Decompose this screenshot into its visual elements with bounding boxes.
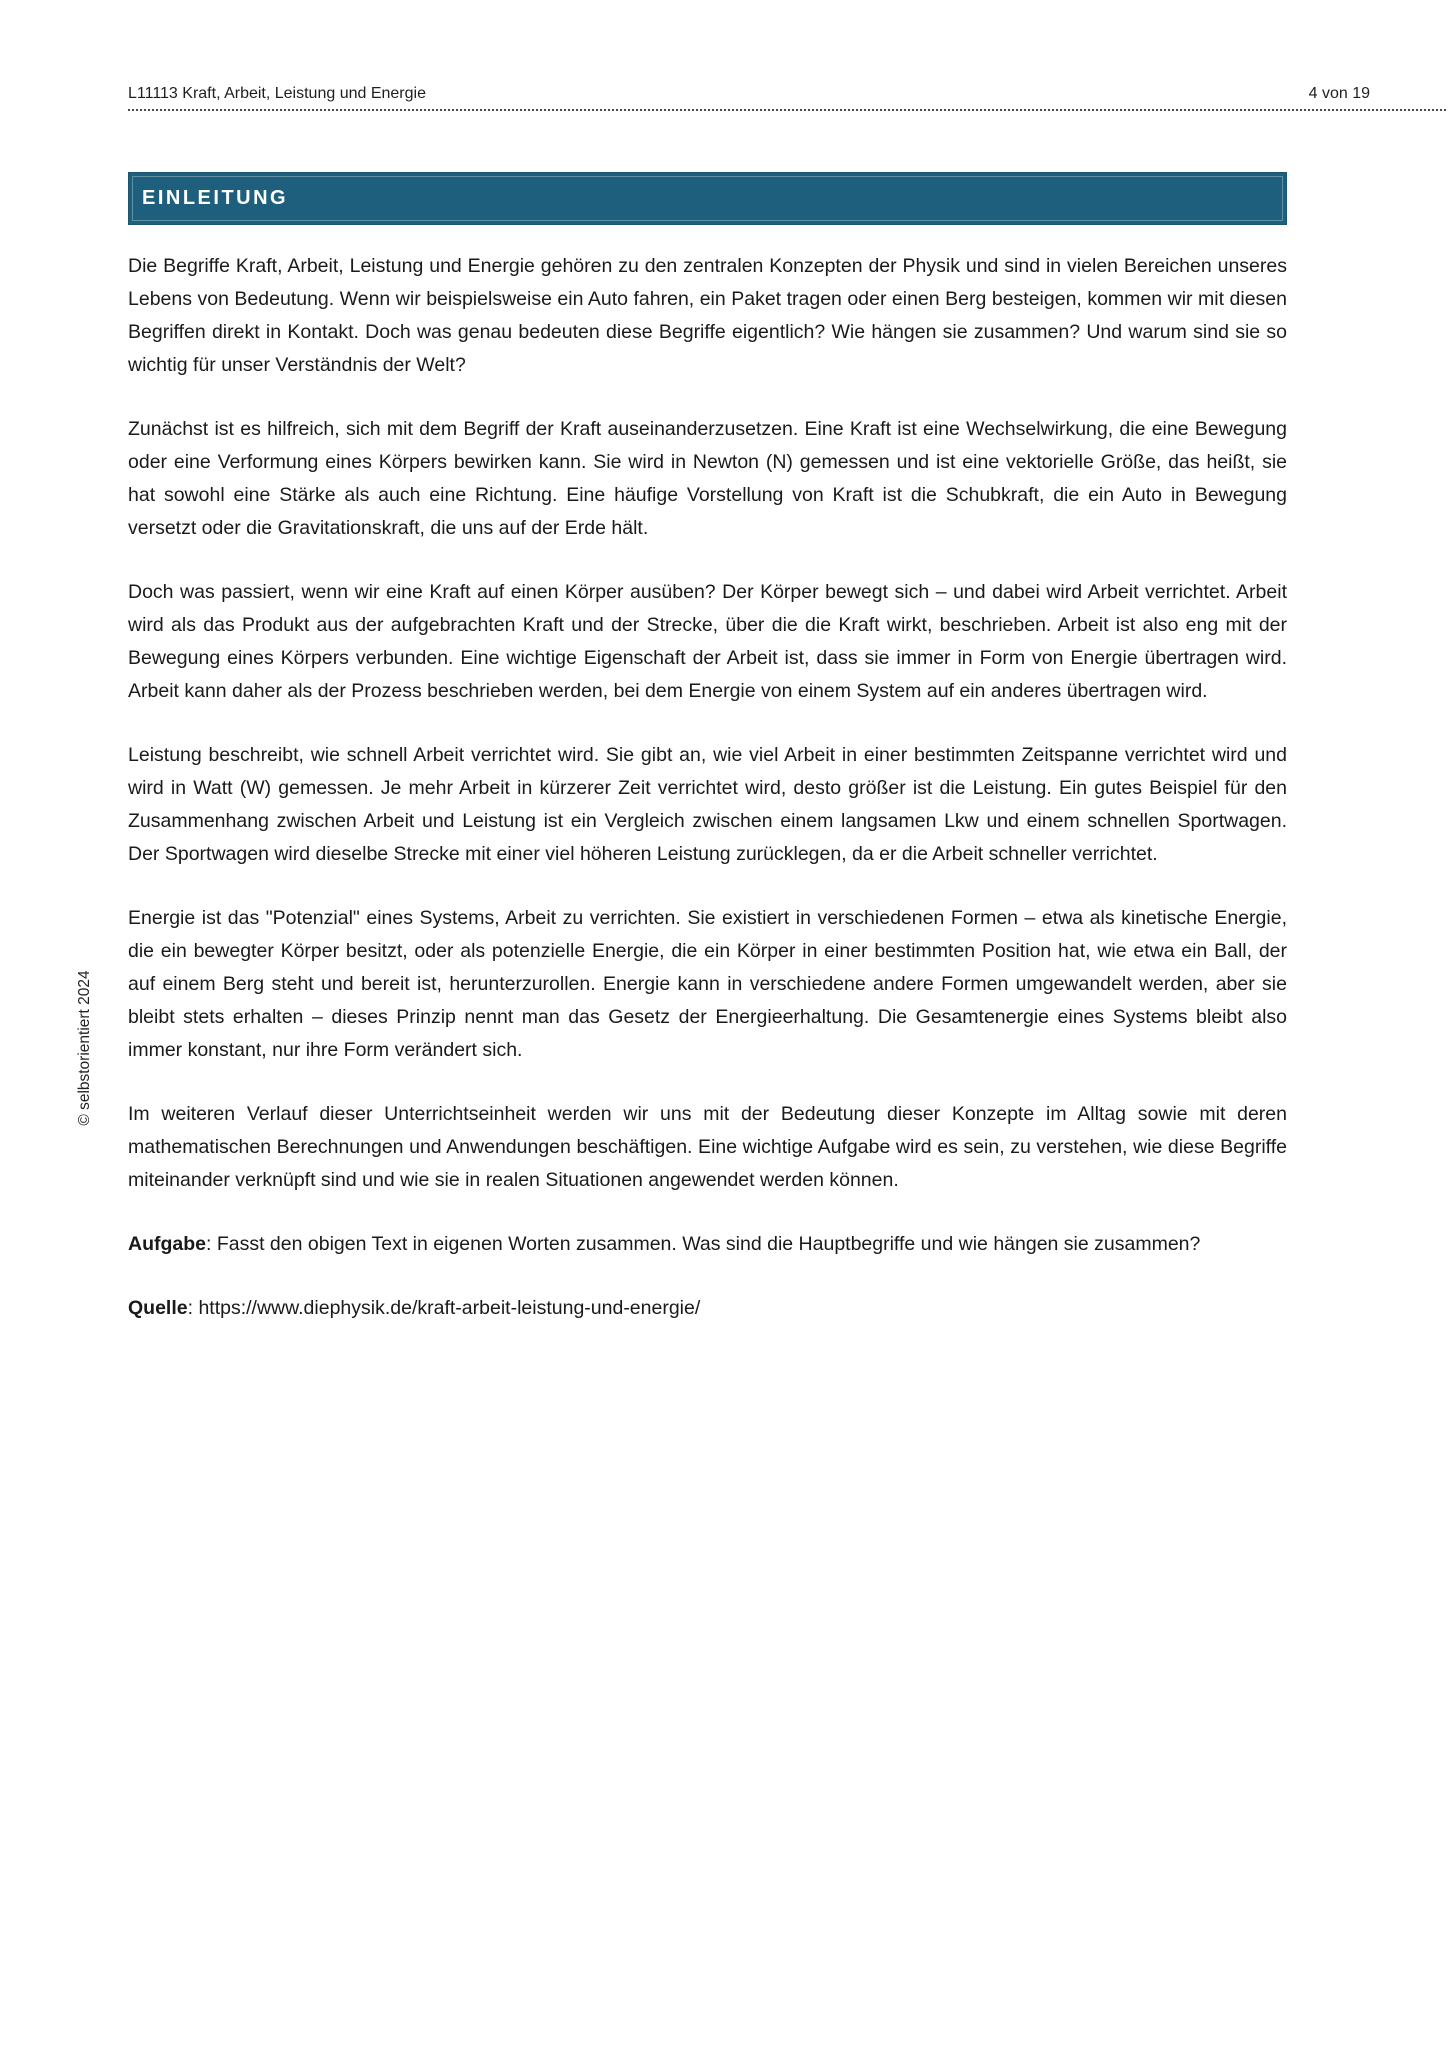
body-paragraph-ausblick: Im weiteren Verlauf dieser Unterrichtseinheit werden wir uns mit der Bedeutung dieser Konzepte im Alltag sowie mit deren mathematischen Berechnungen und Anwendungen beschäftigen. Eine wichtige Aufgabe wird es sein, zu verstehen, wie diese Begriffe miteinander verknüpft sind und wie sie in realen Situationen angewendet werden können. <box>128 1103 1287 1191</box>
body-paragraph-leistung: Leistung beschreibt, wie schnell Arbeit verrichtet wird. Sie gibt an, wie viel Arbeit in einer bestimmten Zeitspanne verrichtet wird und wird in Watt (W) gemessen. Je mehr Arbeit in kürzerer Zeit verrichtet wird, desto größer ist die Leistung. Ein gutes Beispiel für den Zusammenhang zwischen Arbeit und Leistung ist ein Vergleich zwischen einem langsamen Lkw und einem schnellen Sportwagen. Der Sportwagen wird dieselbe Strecke mit einer viel höheren Leistung zurücklegen, da er die Arbeit schneller verrichtet. <box>128 744 1287 865</box>
body-paragraph-intro: Die Begriffe Kraft, Arbeit, Leistung und Energie gehören zu den zentralen Konzepten der Physik und sind in vielen Bereichen unseres Lebens von Bedeutung. Wenn wir beispielsweise ein Auto fahren, ein Paket tragen oder einen Berg besteigen, kommen wir mit diesen Begriffen direkt in Kontakt. Doch was genau bedeuten diese Begriffe eigentlich? Wie hängen sie zusammen? Und warum sind sie so wichtig für unser Verständnis der Welt? <box>128 255 1287 376</box>
source-text: : https://www.diephysik.de/kraft-arbeit-leistung-und-energie/ <box>187 1297 701 1319</box>
body-paragraph-arbeit: Doch was passiert, wenn wir eine Kraft auf einen Körper ausüben? Der Körper bewegt sich – und dabei wird Arbeit verrichtet. Arbeit wird als das Produkt aus der aufgebrachten Kraft und der Strecke, über die die Kraft wirkt, beschrieben. Arbeit ist also eng mit der Bewegung eines Körpers verbunden. Eine wichtige Eigenschaft der Arbeit ist, dass sie immer in Form von Energie übertragen wird. Arbeit kann daher als der Prozess beschrieben werden, bei dem Energie von einem System auf ein anderes übertragen wird. <box>128 581 1287 702</box>
banner-inner-border <box>132 176 1283 221</box>
task-label: Aufgabe <box>128 1233 206 1255</box>
source-label: Quelle <box>128 1297 188 1319</box>
section-banner <box>128 172 1287 225</box>
task-text: : Fasst den obigen Text in eigenen Worten zusammen. Was sind die Hauptbegriffe und wie hängen sie zusammen? <box>206 1233 1201 1255</box>
page-header <box>128 84 1446 111</box>
body-paragraph-energie: Energie ist das "Potenzial" eines Systems, Arbeit zu verrichten. Sie existiert in verschiedenen Formen – etwa als kinetische Energie, die ein bewegter Körper besitzt, oder als potenzielle Energie, die ein Körper in einer bestimmten Position hat, wie etwa ein Ball, der auf einem Berg steht und bereit ist, herunterzurollen. Energie kann in verschiedene andere Formen umgewandelt werden, aber sie bleibt stets erhalten – dieses Prinzip nennt man das Gesetz der Energieerhaltung. Die Gesamtenergie eines Systems bleibt also immer konstant, nur ihre Form verändert sich. <box>128 907 1287 1061</box>
source-paragraph <box>128 1292 1287 1325</box>
header-doc-code: L11113 Kraft, Arbeit, Leistung und Energie <box>128 85 426 102</box>
task-paragraph <box>128 1228 1287 1261</box>
section-title: EINLEITUNG <box>142 187 289 209</box>
copyright-vertical-text: © selbstorientiert 2024 <box>76 970 93 1126</box>
body-paragraph-kraft: Zunächst ist es hilfreich, sich mit dem Begriff der Kraft auseinanderzusetzen. Eine Kraft ist eine Wechselwirkung, die eine Bewegung oder eine Verformung eines Körpers bewirken kann. Sie wird in Newton (N) gemessen und ist eine vektorielle Größe, das heißt, sie hat sowohl eine Stärke als auch eine Richtung. Eine häufige Vorstellung von Kraft ist die Schubkraft, die ein Auto in Bewegung versetzt oder die Gravitationskraft, die uns auf der Erde hält. <box>128 418 1287 539</box>
body-content <box>128 250 1287 1325</box>
header-page-indicator: 4 von 19 <box>1308 85 1370 102</box>
